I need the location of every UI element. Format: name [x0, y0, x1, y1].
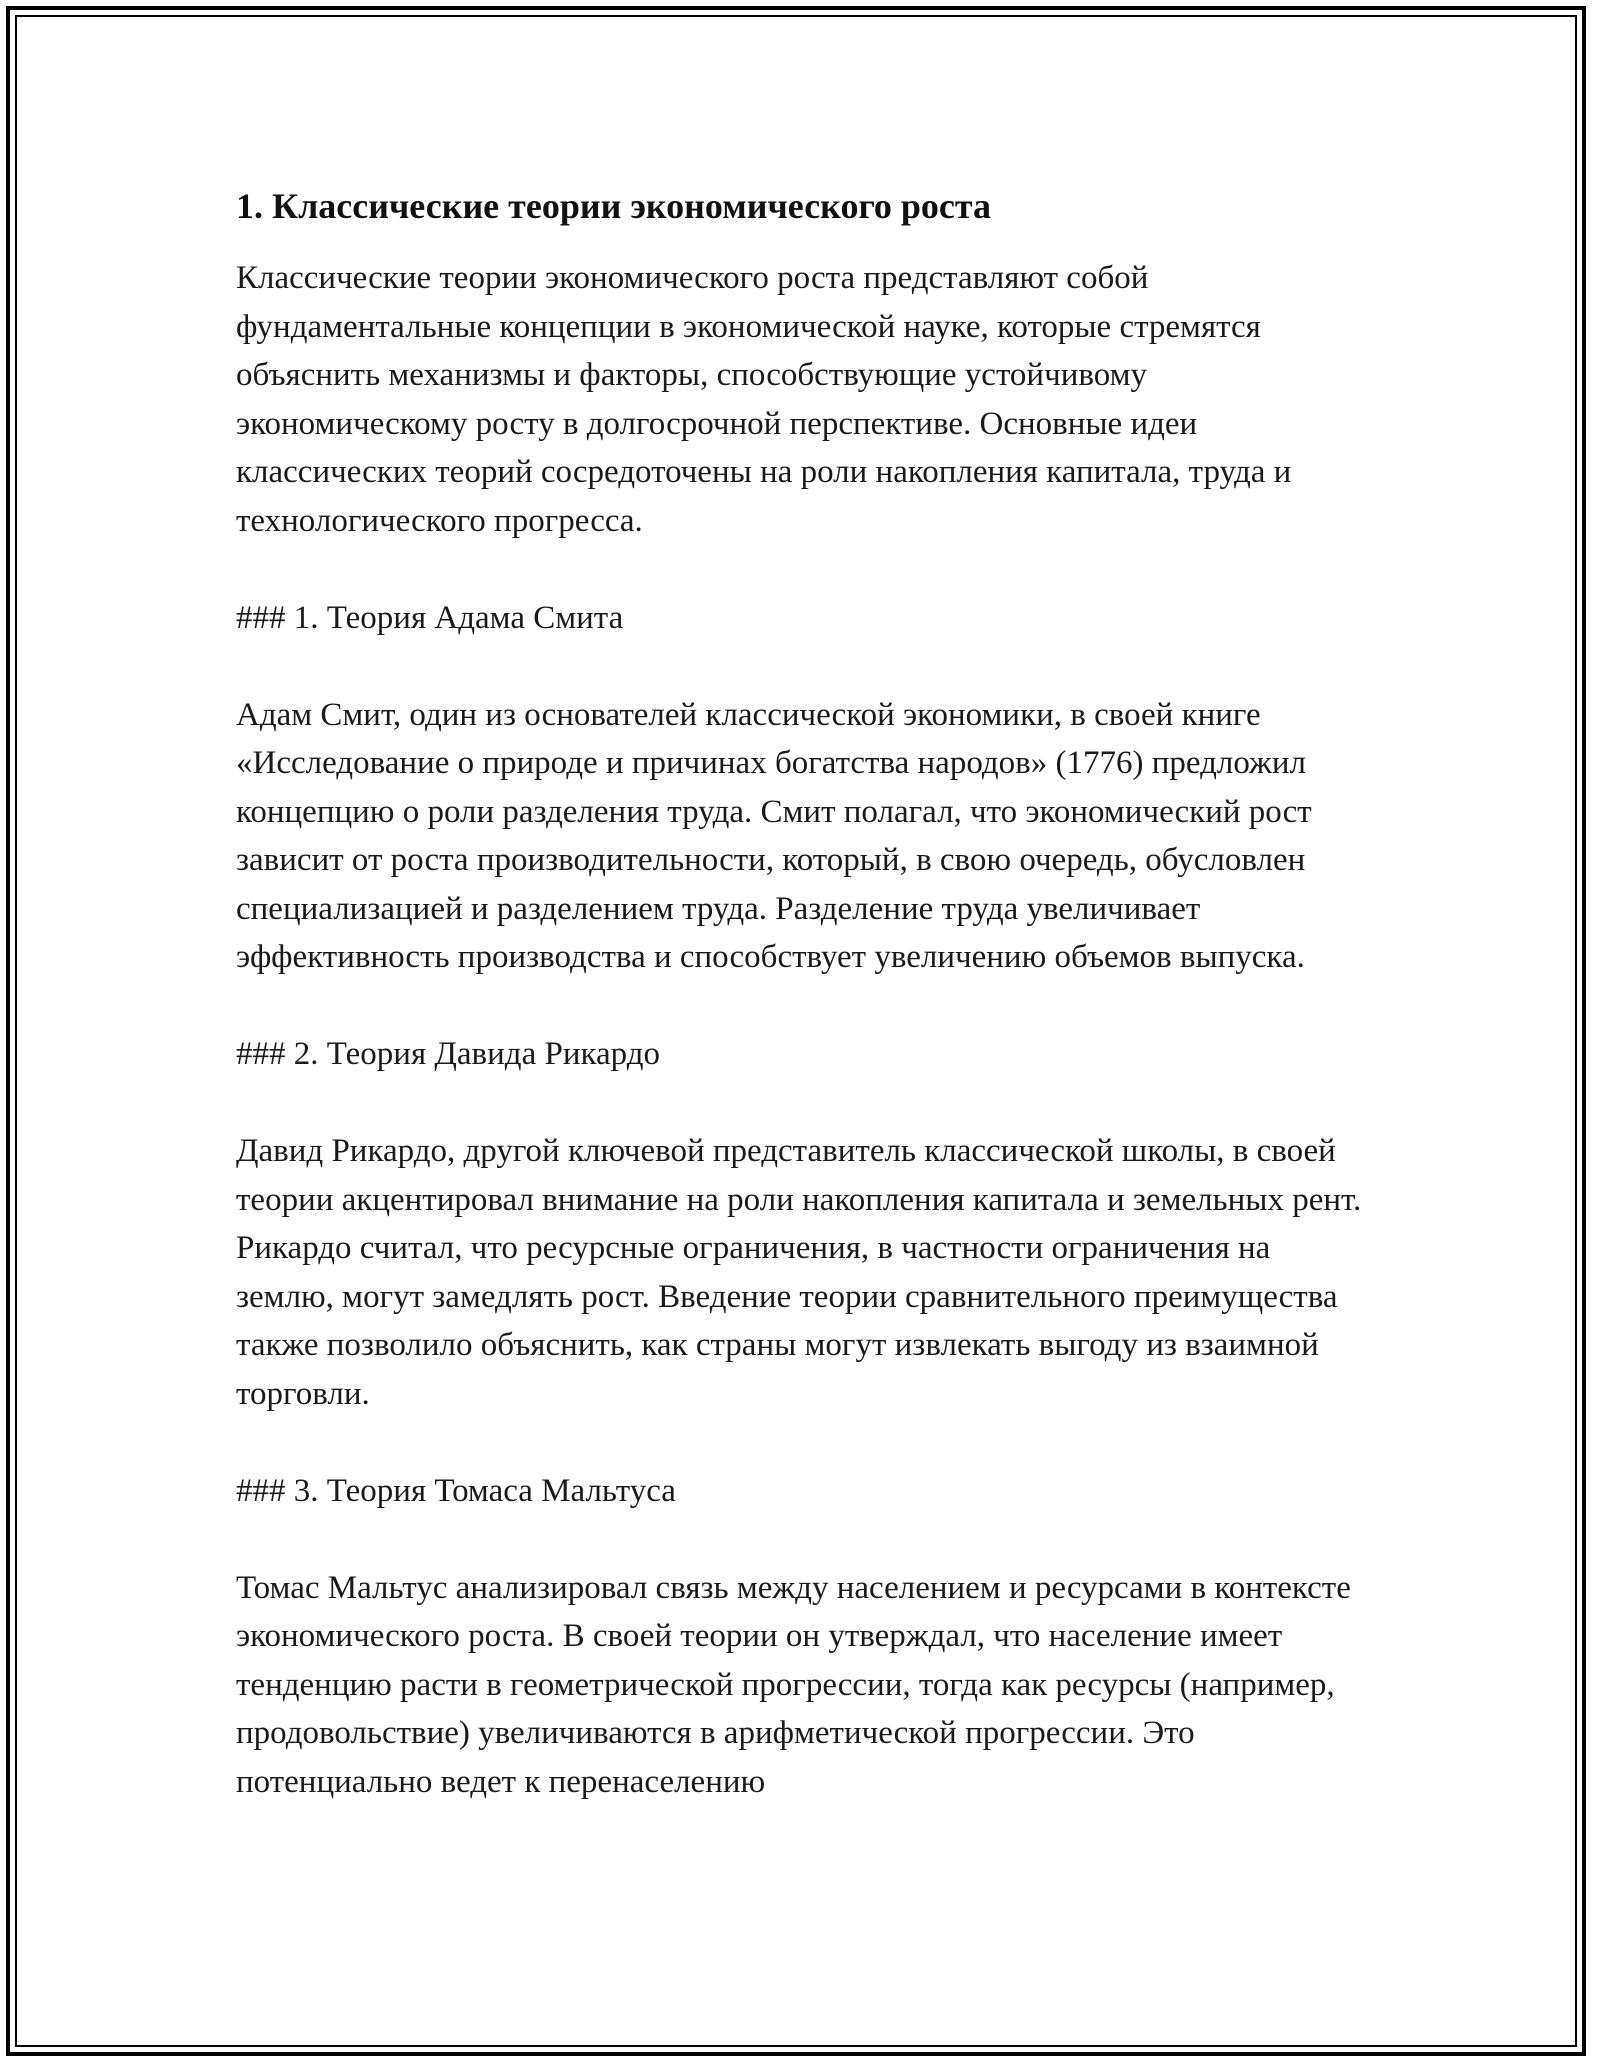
section-heading-ricardo: ### 2. Теория Давида Рикардо: [236, 1036, 661, 1072]
intro-paragraph: Классические теории экономического роста представляют собой фундаментальные концепции в экономической науке, которые стремятся объяснить механизмы и факторы, способствующие устойчивому экономическому росту в долгосрочной перспективе. Основные идеи классических теорий сосредоточены на роли накопления капитала, труда и технологического прогресса.: [236, 260, 1292, 539]
section-text-malthus: Томас Мальтус анализировал связь между населением и ресурсами в контексте экономического роста. В своей теории он утверждал, что население имеет тенденцию расти в геометрической прогрессии, тогда как ресурсы (например, продовольствие) увеличиваются в арифметической прогрессии. Это потенциально ведет к перенаселению: [236, 1569, 1351, 1800]
section-text-ricardo: Давид Рикардо, другой ключевой представитель классической школы, в своей теории акцентировал внимание на роли накопления капитала и земельных рент. Рикардо считал, что ресурсные ограничения, в частности ограничения на землю, могут замедлять рост. Введение теории сравнительного преимущества также позволило объяснить, как страны могут извлекать выгоду из взаимной торговли.: [236, 1133, 1362, 1412]
section-heading-smith: ### 1. Теория Адама Смита: [236, 599, 624, 636]
section-heading-malthus: ### 3. Теория Томаса Мальтуса: [236, 1472, 676, 1509]
section-text-smith: Адам Смит, один из основателей классической экономики, в своей книге «Исследование о природе и причинах богатства народов» (1776) предложил концепцию о роли разделения труда. Смит полагал, что экономический рост зависит от роста производительности, который, в свою очередь, обусловлен специализацией и разделением труда. Разделение труда увеличивает эффективность производства и способствует увеличению объемов выпуска.: [236, 696, 1312, 975]
document-title: 1. Классические теории экономического роста: [236, 186, 992, 226]
document-body: [236, 180, 1366, 1855]
